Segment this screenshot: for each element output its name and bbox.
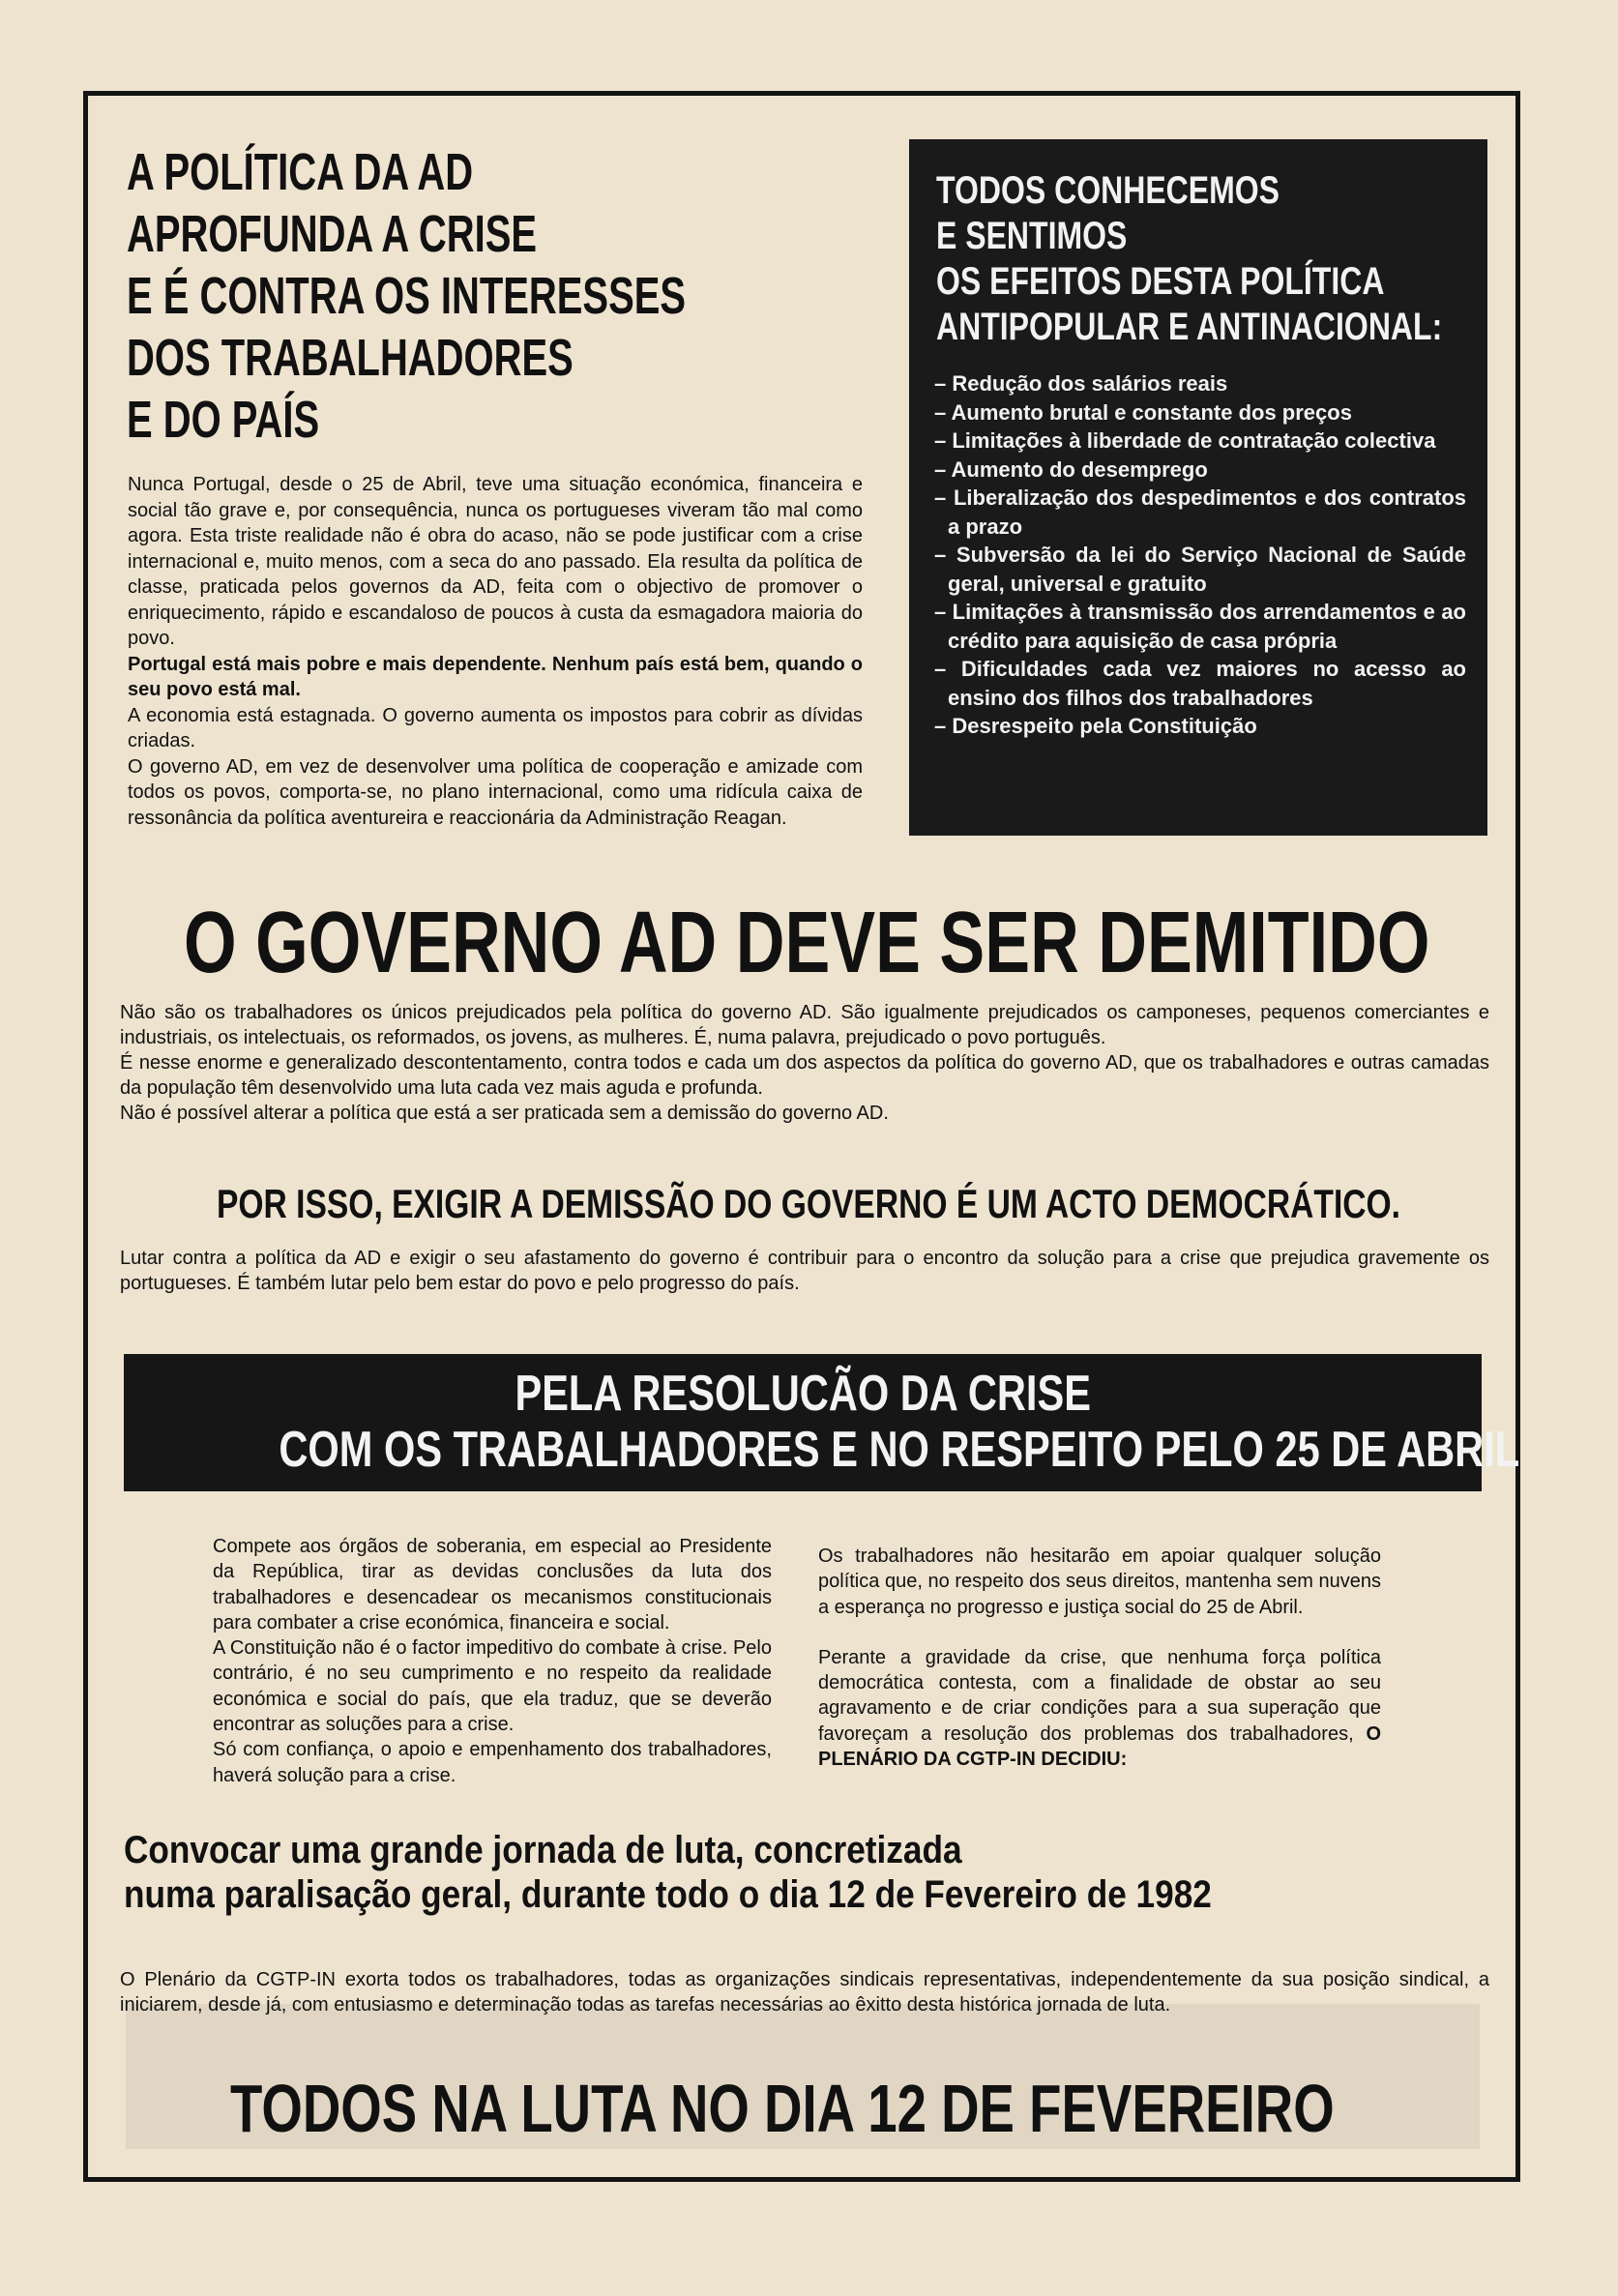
strike-call-line: Convocar uma grande jornada de luta, concretizada xyxy=(124,1829,962,1871)
body-paragraph: Não é possível alterar a política que está a ser praticada sem a demissão do governo AD. xyxy=(120,1103,889,1124)
effects-list-item: – Liberalização dos despedimentos e dos contratos a prazo xyxy=(934,486,1466,539)
column-paragraph-text: Perante a gravidade da crise, que nenhuma força política democrática contesta, com a finalidade de obstar ao seu agravamento e de criar condições para a sua superação que favoreçam a resolução dos problemas dos trabalhadores, xyxy=(818,1646,1381,1745)
headline-line: DOS TRABALHADORES xyxy=(127,329,574,387)
effects-list xyxy=(934,369,1466,741)
struggle-text xyxy=(120,1246,1489,1296)
effects-list-item: – Limitações à transmissão dos arrendamentos e ao crédito para aquisição de casa própria xyxy=(934,600,1466,653)
main-title-text: O GOVERNO AD DEVE SER DEMITIDO xyxy=(184,895,1430,991)
effects-heading-line: TODOS CONHECEMOS xyxy=(936,169,1280,212)
left-column xyxy=(213,1534,772,1788)
democratic-statement-text: POR ISSO, EXIGIR A DEMISSÃO DO GOVERNO É UM ACTO DEMOCRÁTICO. xyxy=(217,1181,1401,1226)
effects-heading-line: ANTIPOPULAR E ANTINACIONAL: xyxy=(936,306,1443,348)
intro-paragraph: O governo AD, em vez de desenvolver uma política de cooperação e amizade com todos os povos, comporta-se, no plano internacional, como uma ridícula caixa de ressonância da política aventureira e reaccionária da Administração Reagan. xyxy=(128,755,863,829)
banner-line: COM OS TRABALHADORES E NO RESPEITO PELO 25 DE ABRIL xyxy=(279,1422,1520,1478)
column-paragraph xyxy=(818,1645,1381,1772)
effects-list-item: – Limitações à liberdade de contratação colectiva xyxy=(934,428,1436,453)
main-title xyxy=(184,895,1618,991)
column-paragraph: Compete aos órgãos de soberania, em especial ao Presidente da República, tirar as devidas conclusões da luta dos trabalhadores e desencadear os mecanismos constitucionais para combater a crise económica, financeira e social. xyxy=(213,1536,772,1634)
exhortation-text xyxy=(120,1967,1489,2017)
strike-call xyxy=(124,1828,1360,1917)
closing-slogan xyxy=(230,2072,1618,2145)
headline-line: E DO PAÍS xyxy=(127,391,320,449)
effects-list-item: – Aumento brutal e constante dos preços xyxy=(934,399,1352,425)
body-paragraph: Lutar contra a política da AD e exigir o seu afastamento do governo é contribuir para o encontro da solução para a crise que prejudica gravemente os portugueses. É também lutar pelo bem estar do povo e pelo progresso do país. xyxy=(120,1248,1489,1294)
body-paragraph: Não são os trabalhadores os únicos prejudicados pela política do governo AD. São igualmente prejudicados os camponeses, pequenos comerciantes e industriais, os intelectuais, os reformados, os jovens, as mulheres. É, numa palavra, prejudicado o povo português. xyxy=(120,1002,1489,1048)
headline-line: APROFUNDA A CRISE xyxy=(127,205,538,263)
effects-box xyxy=(909,139,1487,836)
intro-paragraph: Nunca Portugal, desde o 25 de Abril, teve uma situação económica, financeira e social tão grave e, por consequência, nunca os portugueses viveram tão mal como agora. Esta triste realidade não é obra do acaso, não se pode justificar com a crise internacional e, muito menos, com a seca do ano passado. Ela resulta da política de classe, praticada pelos governos da AD, feita com o objectivo de promover o enriquecimento, rápido e escandaloso de poucos à custa da esmagadora maioria do povo. xyxy=(128,474,863,649)
intro-paragraph: A economia está estagnada. O governo aumenta os impostos para cobrir as dívidas criadas. xyxy=(128,704,863,751)
democratic-statement xyxy=(217,1182,1618,1226)
closing-slogan-text: TODOS NA LUTA NO DIA 12 DE FEVEREIRO xyxy=(230,2071,1335,2146)
column-paragraph: A Constituição não é o factor impeditivo do combate à crise. Pelo contrário, é no seu cumprimento e no respeito da realidade económica e social do país, que ela traduz, que se deverão encontrar as soluções para a crise. xyxy=(213,1637,772,1736)
body-paragraph: É nesse enorme e generalizado descontentamento, contra todos e cada um dos aspectos da política do governo AD, que os trabalhadores e outras camadas da população têm desenvolvido uma luta cada vez mais aguda e profunda. xyxy=(120,1052,1489,1099)
effects-list-item: – Desrespeito pela Constituição xyxy=(934,714,1257,738)
headline-line: E É CONTRA OS INTERESSES xyxy=(127,267,687,325)
effects-list-item: – Redução dos salários reais xyxy=(934,371,1228,396)
effects-list-item: – Subversão da lei do Serviço Nacional de Saúde geral, universal e gratuito xyxy=(934,543,1466,596)
strike-call-line: numa paralisação geral, durante todo o dia 12 de Fevereiro de 1982 xyxy=(124,1873,1212,1916)
intro-paragraph-bold: Portugal está mais pobre e mais dependente. Nenhum país está bem, quando o seu povo está mal. xyxy=(128,653,863,700)
discontent-text xyxy=(120,1000,1489,1126)
headline-line: A POLÍTICA DA AD xyxy=(127,143,474,201)
effects-list-item: – Aumento do desemprego xyxy=(934,456,1208,482)
effects-heading xyxy=(936,168,1569,350)
banner-line: PELA RESOLUCÃO DA CRISE xyxy=(515,1366,1091,1422)
column-paragraph: Os trabalhadores não hesitarão em apoiar qualquer solução política que, no respeito dos seus direitos, mantenha sem nuvens a esperança no progresso e justiça social do 25 de Abril. xyxy=(818,1545,1381,1618)
column-paragraph: Só com confiança, o apoio e empenhamento dos trabalhadores, haverá solução para a crise. xyxy=(213,1739,772,1786)
effects-list-item: – Dificuldades cada vez maiores no acesso ao ensino dos filhos dos trabalhadores xyxy=(934,657,1466,710)
main-headline xyxy=(127,141,882,451)
effects-heading-line: OS EFEITOS DESTA POLÍTICA xyxy=(936,260,1385,303)
resolution-banner xyxy=(124,1354,1520,1491)
body-paragraph: O Plenário da CGTP-IN exorta todos os trabalhadores, todas as organizações sindicais representativas, independentemente da sua posição sindical, a iniciarem, desde já, com entusiasmo e determinação todas as tarefas necessárias ao êxitto desta histórica jornada de luta. xyxy=(120,1969,1489,2016)
right-column xyxy=(818,1544,1381,1772)
intro-text xyxy=(128,472,863,831)
plenary-decision-label: O PLENÁRIO DA CGTP-IN DECIDIU: xyxy=(818,1722,1381,1771)
effects-heading-line: E SENTIMOS xyxy=(936,215,1128,257)
